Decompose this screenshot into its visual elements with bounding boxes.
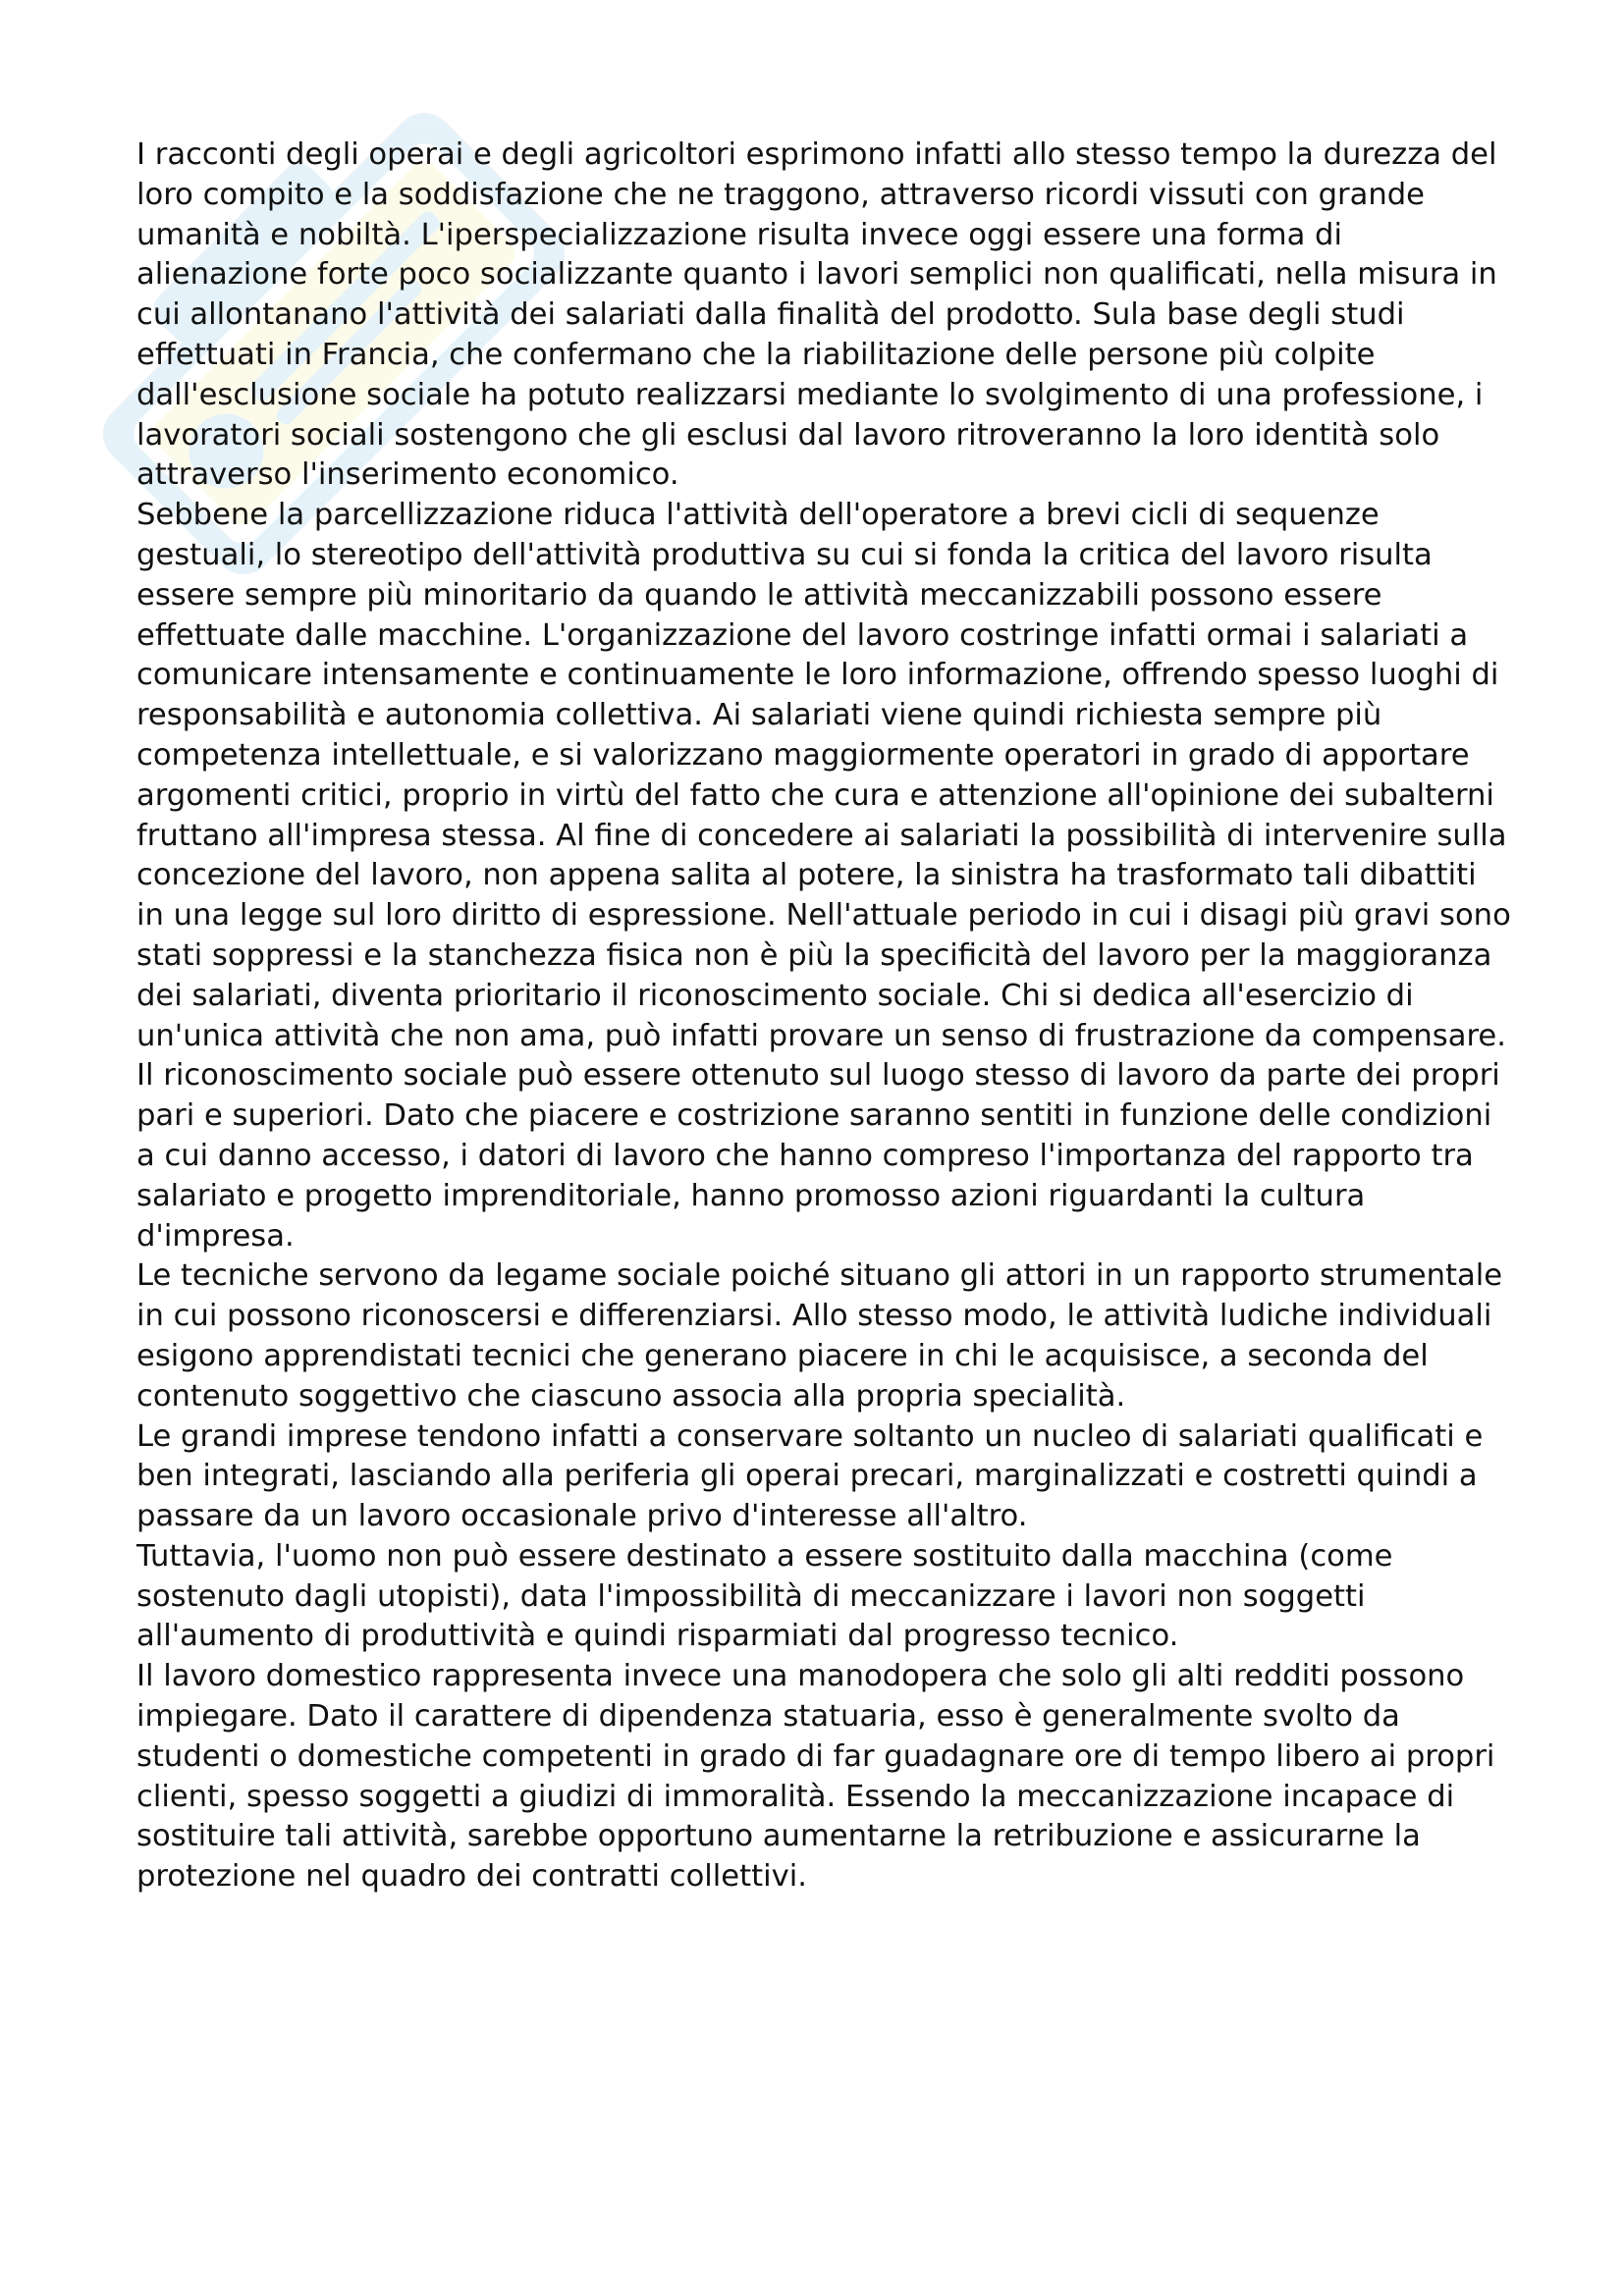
paragraph-1: I racconti degli operai e degli agricoltori esprimono infatti allo stesso tempo la durezza del loro compito e la soddisfazione che ne traggono, attraverso ricordi vissuti con grande umanità e nobiltà. L'iperspecializzazione risulta invece oggi essere una forma di alienazione forte poco socializzante quanto i lavori semplici non qualificati, nella misura in cui allontanano l'attività dei salariati dalla finalità del prodotto. Sula base degli studi effettuati in Francia, che confermano che la riabilitazione delle persone più colpite dall'esclusione sociale ha potuto realizzarsi mediante lo svolgimento di una professione, i lavoratori sociali sostengono che gli esclusi dal lavoro ritroveranno la loro identità solo attraverso l'inserimento economico. bbox=[136, 137, 1497, 493]
paragraph-3: Il riconoscimento sociale può essere ottenuto sul luogo stesso di lavoro da parte dei propri pari e superiori. Dato che piacere e costrizione saranno sentiti in funzione delle condizioni a cui danno accesso, i datori di lavoro che hanno compreso l'importanza del rapporto tra salariato e progetto imprenditoriale, hanno promosso azioni riguardanti la cultura d'impresa. bbox=[136, 1058, 1500, 1254]
paragraph-7: Il lavoro domestico rappresenta invece una manodopera che solo gli alti redditi possono impiegare. Dato il carattere di dipendenza statuaria, esso è generalmente svolto da studenti o domestiche competenti in grado di far guadagnare ore di tempo libero ai propri clienti, spesso soggetti a giudizi di immoralità. Essendo la meccanizzazione incapace di sostituire tali attività, sarebbe opportuno aumentarne la retribuzione e assicurarne la protezione nel quadro dei contratti collettivi. bbox=[136, 1659, 1495, 1895]
document-body bbox=[136, 135, 1511, 1897]
paragraph-6: Tuttavia, l'uomo non può essere destinato a essere sostituito dalla macchina (come sostenuto dagli utopisti), data l'impossibilità di meccanizzare i lavori non soggetti all'aumento di produttività e quindi risparmiati dal progresso tecnico. bbox=[136, 1538, 1393, 1654]
paragraph-4: Le tecniche servono da legame sociale poiché situano gli attori in un rapporto strumentale in cui possono riconoscersi e differenziarsi. Allo stesso modo, le attività ludiche individuali esigono apprendistati tecnici che generano piacere in chi le acquisisce, a seconda del contenuto soggettivo che ciascuno associa alla propria specialità. bbox=[136, 1258, 1503, 1414]
paragraph-5: Le grandi imprese tendono infatti a conservare soltanto un nucleo di salariati qualificati e ben integrati, lasciando alla periferia gli operai precari, marginalizzati e costretti quindi a passare da un lavoro occasionale privo d'interesse all'altro. bbox=[136, 1418, 1484, 1534]
paragraph-2: Sebbene la parcellizzazione riduca l'attività dell'operatore a brevi cicli di sequenze gestuali, lo stereotipo dell'attività produttiva su cui si fonda la critica del lavoro risulta essere sempre più minoritario da quando le attività meccanizzabili possono essere effettuate dalle macchine. L'organizzazione del lavoro costringe infatti ormai i salariati a comunicare intensamente e continuamente le loro informazione, offrendo spesso luoghi di responsabilità e autonomia collettiva. Ai salariati viene quindi richiesta sempre più competenza intellettuale, e si valorizzano maggiormente operatori in grado di apportare argomenti critici, proprio in virtù del fatto che cura e attenzione all'opinione dei subalterni fruttano all'impresa stessa. Al fine di concedere ai salariati la possibilità di intervenire sulla concezione del lavoro, non appena salita al potere, la sinistra ha trasformato tali dibattiti in una legge sul loro diritto di espressione. Nell'attuale periodo in cui i disagi più gravi sono stati soppressi e la stanchezza fisica non è più la specificità del lavoro per la maggioranza dei salariati, diventa prioritario il riconoscimento sociale. Chi si dedica all'esercizio di un'unica attività che non ama, può infatti provare un senso di frustrazione da compensare. bbox=[136, 498, 1511, 1053]
